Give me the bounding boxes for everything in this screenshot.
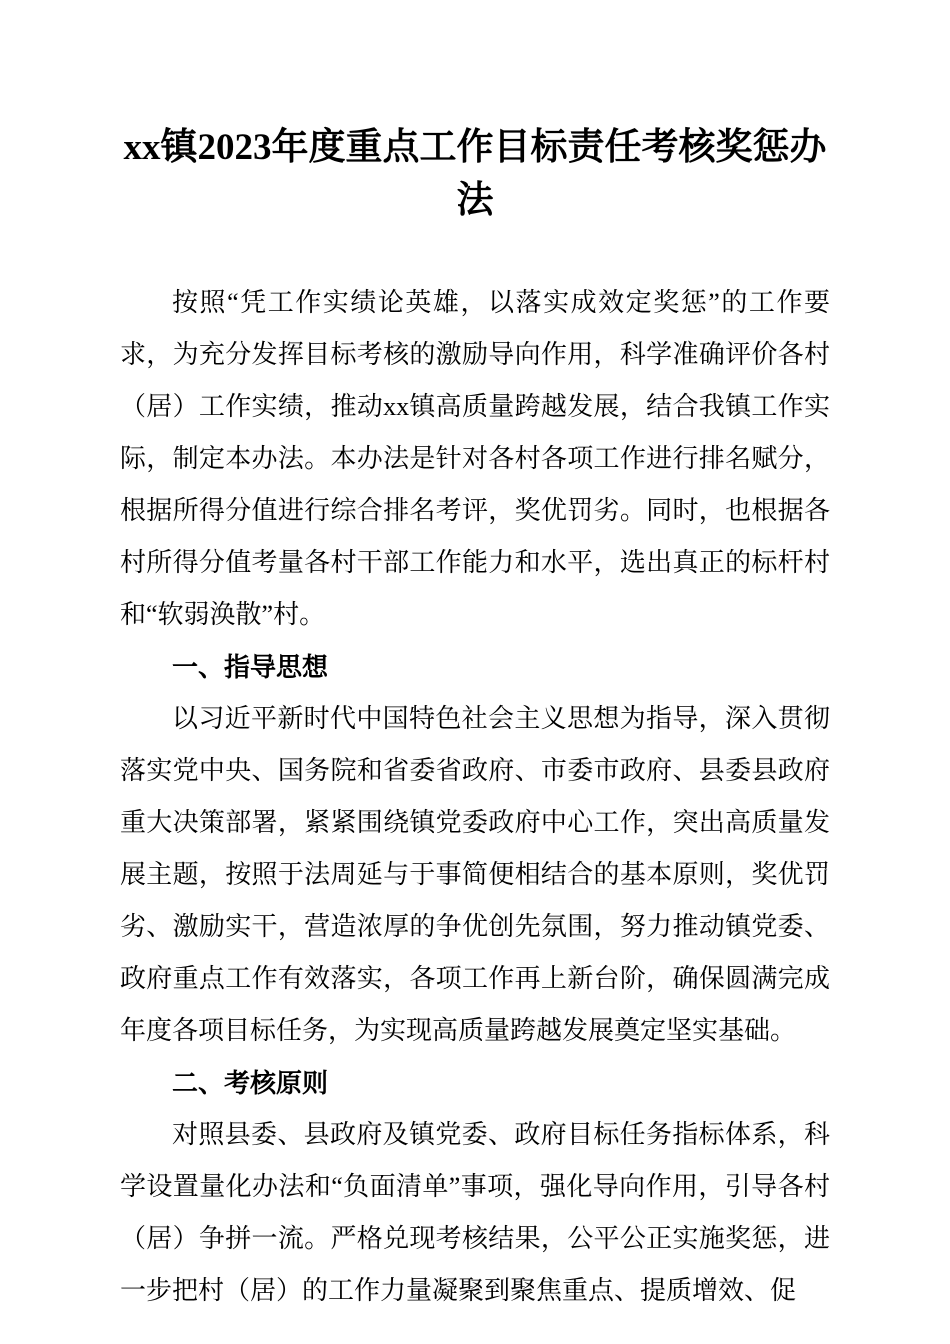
document-body <box>120 277 830 1317</box>
body-paragraph: 按照“凭工作实绩论英雄，以落实成效定奖惩”的工作要求，为充分发挥目标考核的激励导向作用，科学准确评价各村（居）工作实绩，推动xx镇高质量跨越发展，结合我镇工作实际，制定本办法。本办法是针对各村各项工作进行排名赋分，根据所得分值进行综合排名考评，奖优罚劣。同时，也根据各村所得分值考量各村干部工作能力和水平，选出真正的标杆村和“软弱涣散”村。 <box>120 288 830 630</box>
body-paragraph: 对照县委、县政府及镇党委、政府目标任务指标体系，科学设置量化办法和“负面清单”事项，强化导向作用，引导各村（居）争拼一流。严格兑现考核结果，公平公正实施奖惩，进一步把村（居）的工作力量凝聚到聚焦重点、提质增效、促 <box>120 1120 830 1306</box>
section-heading: 二、考核原则 <box>172 1068 329 1099</box>
document-title: xx镇2023年度重点工作目标责任考核奖惩办法 <box>123 127 827 221</box>
body-paragraph: 以习近平新时代中国特色社会主义思想为指导，深入贯彻落实党中央、国务院和省委省政府、市委市政府、县委县政府重大决策部署，紧紧围绕镇党委政府中心工作，突出高质量发展主题，按照于法周延与于事简便相结合的基本原则，奖优罚劣、激励实干，营造浓厚的争优创先氛围，努力推动镇党委、政府重点工作有效落实，各项工作再上新台阶，确保圆满完成年度各项目标任务，为实现高质量跨越发展奠定坚实基础。 <box>120 704 830 1046</box>
section-heading: 一、指导思想 <box>172 652 329 683</box>
